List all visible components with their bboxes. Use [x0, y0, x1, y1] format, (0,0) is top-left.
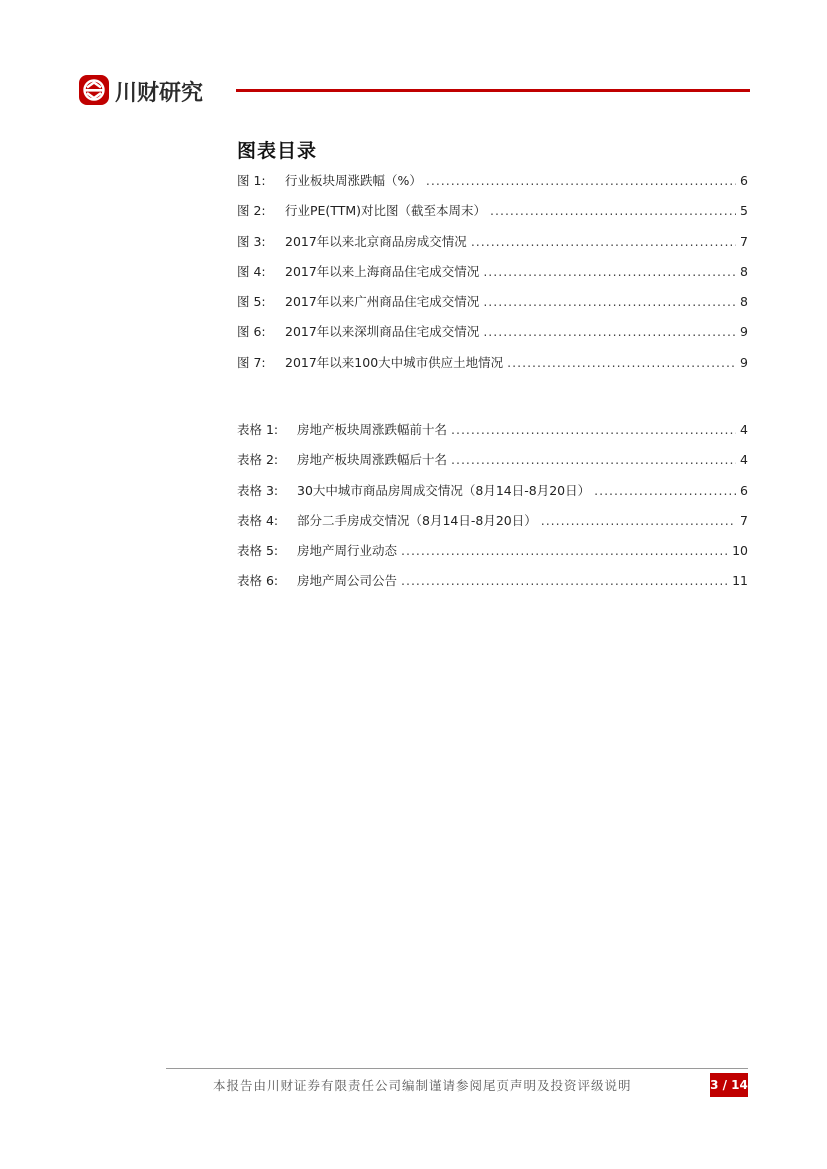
entry-page: 6: [740, 173, 748, 188]
entry-title: 2017年以来100大中城市供应土地情况: [285, 354, 504, 370]
brand-name: 川财研究: [115, 81, 204, 106]
entry-page: 7: [740, 512, 748, 528]
dot-leader: [471, 234, 736, 249]
chuancai-logo-icon: [78, 74, 110, 106]
dot-leader: [483, 324, 736, 339]
entry-page: 4: [740, 422, 748, 437]
entry-title: 2017年以来北京商品房成交情况: [285, 233, 467, 249]
entry-label: 表格 2:: [237, 452, 279, 468]
entry-title: 行业PE(TTM)对比图（截至本周末）: [285, 203, 487, 219]
dot-leader: [426, 173, 736, 188]
entry-label: 表格 4:: [237, 512, 279, 528]
entry-page: 5: [740, 203, 748, 219]
entry-label: 表格 6:: [237, 573, 279, 589]
dot-leader: [451, 422, 736, 437]
toc-entry-figure-3[interactable]: [237, 232, 748, 262]
toc-entry-figure-1[interactable]: [237, 171, 748, 201]
entry-page: 8: [740, 263, 748, 279]
entry-label: 图 6:: [237, 324, 266, 340]
entry-title: 房地产板块周涨跌幅前十名: [297, 422, 448, 437]
header-rule: [236, 89, 750, 92]
entry-label: 图 5:: [237, 294, 266, 310]
dot-leader: [490, 203, 736, 218]
toc-entry-table-2[interactable]: [237, 450, 748, 480]
toc-entry-table-6[interactable]: [237, 571, 748, 601]
toc-heading: 图表目录: [237, 140, 318, 162]
entry-label: 图 1:: [237, 173, 266, 188]
toc-entry-table-3[interactable]: [237, 481, 748, 511]
page-number-badge: 3 / 14: [710, 1073, 748, 1097]
dot-leader: [483, 294, 736, 309]
entry-page: 9: [740, 354, 748, 370]
toc-entry-table-4[interactable]: [237, 511, 748, 541]
footer-disclaimer: 本报告由川财证券有限责任公司编制谨请参阅尾页声明及投资评级说明: [213, 1078, 632, 1093]
dot-leader: [483, 264, 736, 279]
toc-entry-figure-2[interactable]: [237, 201, 748, 231]
entry-title: 2017年以来上海商品住宅成交情况: [285, 263, 480, 279]
entry-label: 表格 5:: [237, 543, 279, 559]
entry-label: 图 3:: [237, 233, 266, 249]
entry-title: 2017年以来广州商品住宅成交情况: [285, 294, 480, 310]
entry-label: 图 7:: [237, 354, 266, 370]
entry-title: 房地产板块周涨跌幅后十名: [297, 452, 448, 468]
footer-rule: [166, 1068, 748, 1069]
table-list: [237, 420, 748, 602]
entry-page: 8: [740, 294, 748, 310]
dot-leader: [401, 543, 728, 558]
toc-entry-figure-6[interactable]: [237, 322, 748, 352]
dot-leader: [401, 573, 728, 588]
entry-page: 6: [740, 482, 748, 498]
entry-title: 2017年以来深圳商品住宅成交情况: [285, 324, 480, 340]
entry-label: 图 2:: [237, 203, 266, 219]
toc-entry-figure-7[interactable]: [237, 353, 748, 383]
entry-page: 10: [732, 543, 748, 559]
dot-leader: [451, 452, 736, 467]
entry-title: 行业板块周涨跌幅（%）: [285, 173, 422, 188]
entry-label: 图 4:: [237, 263, 266, 279]
toc-entry-figure-5[interactable]: [237, 292, 748, 322]
entry-title: 部分二手房成交情况（8月14日-8月20日）: [297, 512, 537, 528]
entry-label: 表格 1:: [237, 422, 279, 437]
entry-title: 房地产周公司公告: [297, 573, 398, 589]
entry-label: 表格 3:: [237, 482, 279, 498]
dot-leader: [507, 355, 736, 370]
entry-title: 30大中城市商品房周成交情况（8月14日-8月20日）: [297, 482, 591, 498]
entry-page: 4: [740, 452, 748, 468]
entry-title: 房地产周行业动态: [297, 543, 398, 559]
toc-entry-figure-4[interactable]: [237, 262, 748, 292]
figure-list: [237, 171, 748, 383]
dot-leader: [594, 483, 736, 498]
entry-page: 11: [732, 573, 748, 589]
toc-entry-table-5[interactable]: [237, 541, 748, 571]
entry-page: 9: [740, 324, 748, 340]
entry-page: 7: [740, 233, 748, 249]
dot-leader: [541, 513, 736, 528]
toc-entry-table-1[interactable]: [237, 420, 748, 450]
